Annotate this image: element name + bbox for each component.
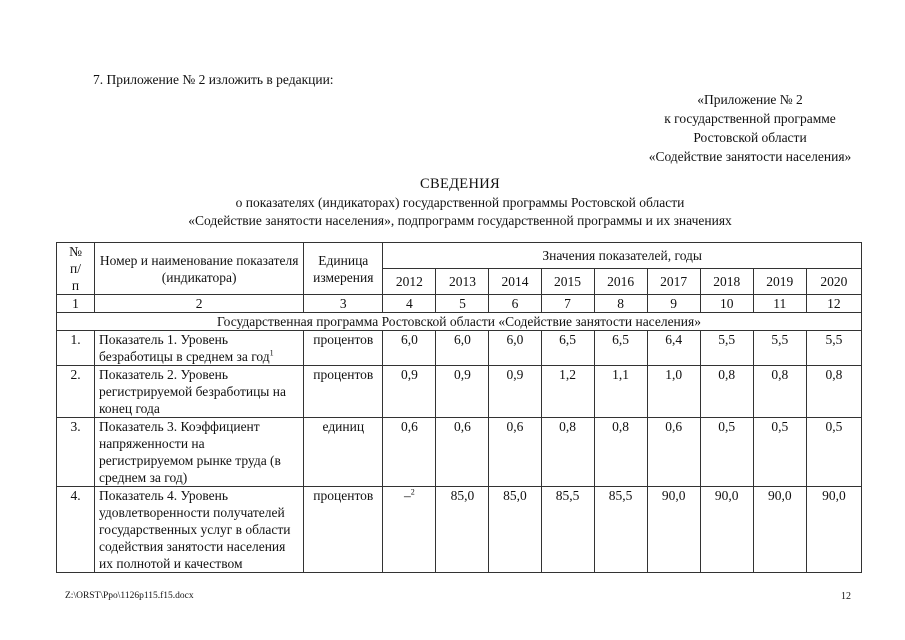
column-number: 9 (647, 295, 700, 313)
value-cell: 6,0 (489, 331, 541, 366)
column-number: 11 (753, 295, 806, 313)
indicators-table (56, 242, 862, 573)
value-cell: 85,5 (594, 487, 647, 573)
value-cell: 6,0 (383, 331, 436, 366)
value-cell: 0,9 (436, 366, 489, 418)
program-title: Государственная программа Ростовской области «Содействие занятости населения» (57, 313, 862, 331)
header-unit: Единица измерения (304, 243, 383, 295)
header-year: 2020 (806, 269, 861, 295)
indicator-name: Показатель 3. Коэффициент напряженности на регистрируемом рынке труда (в среднем за год) (95, 418, 304, 487)
value-cell: 0,6 (436, 418, 489, 487)
column-number: 2 (95, 295, 304, 313)
value-cell: 1,2 (541, 366, 594, 418)
value-cell: 0,8 (700, 366, 753, 418)
annex-line: Ростовской области (693, 130, 807, 145)
value-cell: 0,6 (383, 418, 436, 487)
heading-title: СВЕДЕНИЯ (420, 176, 500, 192)
row-number: 3. (57, 418, 95, 487)
value-cell: 0,9 (489, 366, 541, 418)
indicator-name: Показатель 2. Уровень регистрируемой безработицы на конец года (95, 366, 304, 418)
table-row (57, 331, 862, 366)
indicator-name (95, 331, 304, 366)
value-cell: 0,5 (806, 418, 861, 487)
column-number: 1 (57, 295, 95, 313)
intro-paragraph: 7. Приложение № 2 изложить в редакции: (93, 72, 334, 87)
value-cell: 90,0 (806, 487, 861, 573)
column-number: 3 (304, 295, 383, 313)
row-number: 1. (57, 331, 95, 366)
dash-value: – (404, 488, 411, 503)
table-row (57, 418, 862, 487)
annex-line: «Приложение № 2 (697, 92, 803, 107)
value-cell: 1,0 (647, 366, 700, 418)
column-numbers-row (57, 295, 862, 313)
unit-cell: единиц (304, 418, 383, 487)
value-cell: 90,0 (647, 487, 700, 573)
value-cell: 90,0 (753, 487, 806, 573)
header-row (57, 243, 862, 269)
row-number: 4. (57, 487, 95, 573)
value-cell: 85,0 (489, 487, 541, 573)
header-year: 2014 (489, 269, 541, 295)
value-cell: 6,5 (594, 331, 647, 366)
value-cell: 90,0 (700, 487, 753, 573)
footer-file-path: Z:\ORST\Ppo\1126p115.f15.docx (65, 591, 194, 601)
header-year: 2018 (700, 269, 753, 295)
value-cell (383, 487, 436, 573)
value-cell: 0,6 (647, 418, 700, 487)
column-number: 5 (436, 295, 489, 313)
header-name: Номер и наименование показателя (индикатора) (95, 243, 304, 295)
unit-cell: процентов (304, 487, 383, 573)
footnote-mark: 2 (410, 487, 415, 497)
column-number: 4 (383, 295, 436, 313)
value-cell: 6,5 (541, 331, 594, 366)
annex-line: к государственной программе (664, 111, 836, 126)
annex-line: «Содействие занятости населения» (648, 149, 852, 164)
header-year: 2016 (594, 269, 647, 295)
value-cell: 0,8 (541, 418, 594, 487)
unit-cell: процентов (304, 331, 383, 366)
indicator-name: Показатель 4. Уровень удовлетворенности получателей государственных услуг в области содействия занятости населения их полнотой и качеством (95, 487, 304, 573)
header-year: 2017 (647, 269, 700, 295)
header-year: 2015 (541, 269, 594, 295)
program-row (57, 313, 862, 331)
header-year: 2012 (383, 269, 436, 295)
column-number: 7 (541, 295, 594, 313)
header-year: 2013 (436, 269, 489, 295)
column-number: 6 (489, 295, 541, 313)
value-cell: 0,8 (753, 366, 806, 418)
value-cell: 5,5 (753, 331, 806, 366)
column-number: 8 (594, 295, 647, 313)
header-year: 2019 (753, 269, 806, 295)
value-cell: 6,4 (647, 331, 700, 366)
value-cell: 0,8 (594, 418, 647, 487)
unit-cell: процентов (304, 366, 383, 418)
annex-caption (600, 90, 900, 166)
value-cell: 6,0 (436, 331, 489, 366)
value-cell: 0,9 (383, 366, 436, 418)
table-row (57, 366, 862, 418)
table-row (57, 487, 862, 573)
value-cell: 0,6 (489, 418, 541, 487)
value-cell: 0,5 (700, 418, 753, 487)
value-cell: 85,5 (541, 487, 594, 573)
value-cell: 5,5 (806, 331, 861, 366)
value-cell: 85,0 (436, 487, 489, 573)
header-values-group: Значения показателей, годы (383, 243, 862, 269)
heading-subtitle-line: «Содействие занятости населения», подпрограмм государственной программы и их значениях (188, 213, 732, 228)
value-cell: 0,5 (753, 418, 806, 487)
column-number: 12 (806, 295, 861, 313)
value-cell: 5,5 (700, 331, 753, 366)
row-number: 2. (57, 366, 95, 418)
document-heading (60, 175, 860, 230)
heading-subtitle-line: о показателях (индикаторах) государственной программы Ростовской области (235, 195, 685, 210)
value-cell: 1,1 (594, 366, 647, 418)
indicator-name-text: Показатель 1. Уровень безработицы в среднем за год (99, 332, 270, 364)
header-num: № п/п (57, 243, 95, 295)
footnote-mark: 1 (269, 348, 274, 358)
value-cell: 0,8 (806, 366, 861, 418)
footer-page-number: 12 (841, 591, 851, 602)
column-number: 10 (700, 295, 753, 313)
